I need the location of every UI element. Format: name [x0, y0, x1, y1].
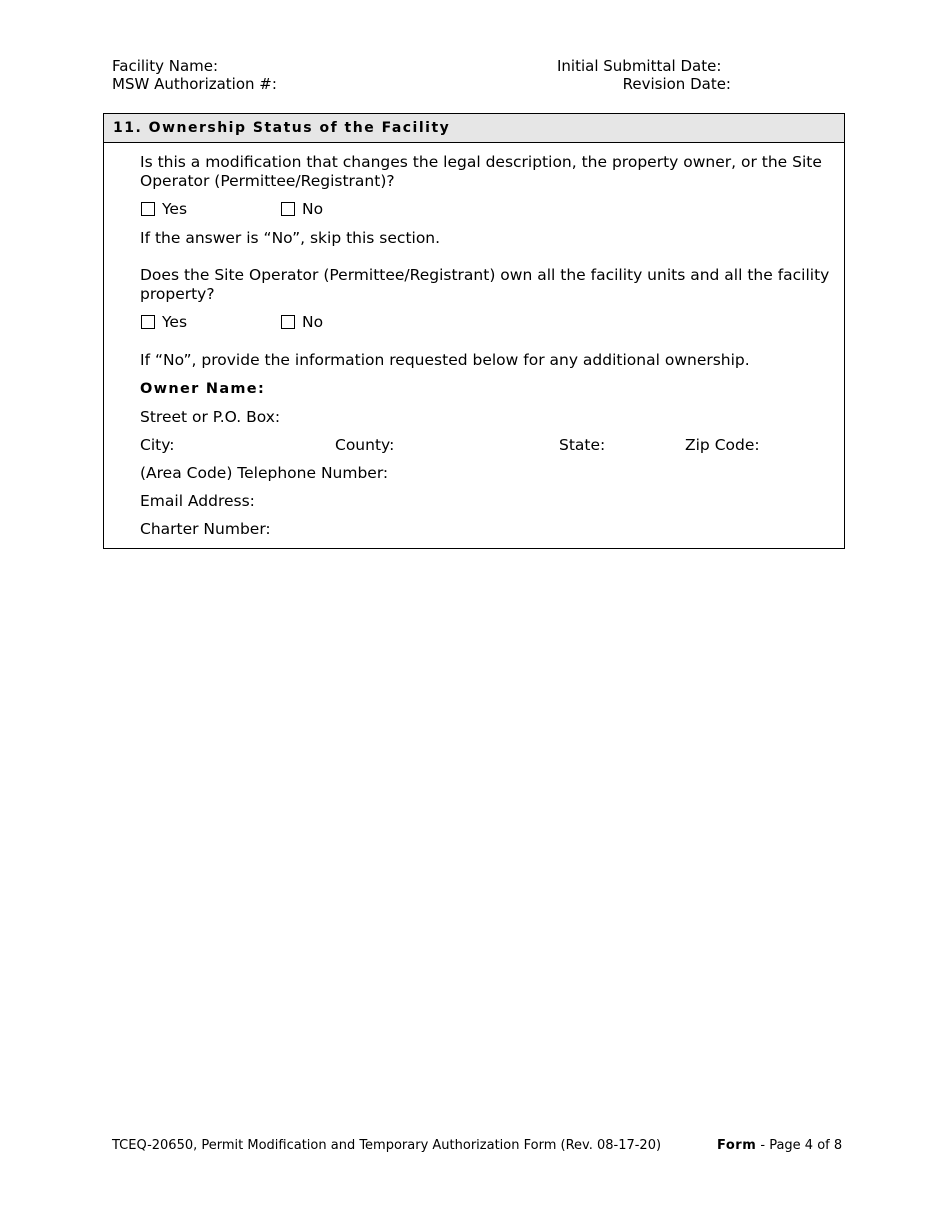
ownership-section — [103, 113, 845, 549]
q1-no-label: No — [302, 200, 324, 218]
q1-no-checkbox[interactable] — [281, 200, 323, 218]
additional-ownership-note: If “No”, provide the information requested below for any additional ownership. — [140, 351, 750, 369]
header-left — [112, 57, 277, 93]
city-label: City: — [140, 436, 175, 454]
zip-code-label: Zip Code: — [685, 436, 760, 454]
skip-note: If the answer is “No”, skip this section. — [140, 229, 441, 247]
footer-form-word: Form — [717, 1138, 757, 1153]
street-label: Street or P.O. Box: — [140, 408, 281, 426]
question-modification: Is this a modification that changes the legal description, the property owner, or the Site Operator (Permittee/Registrant)? — [140, 153, 822, 190]
q1-yes-label: Yes — [162, 200, 188, 218]
footer-form-id: TCEQ-20650, Permit Modification and Temporary Authorization Form (Rev. 08-17-20) — [112, 1138, 662, 1153]
revision-date-label: Revision Date: — [622, 75, 731, 93]
county-label: County: — [335, 436, 395, 454]
checkbox-icon — [141, 315, 155, 329]
facility-name-label: Facility Name: — [112, 57, 219, 75]
state-label: State: — [559, 436, 606, 454]
q2-yes-label: Yes — [162, 313, 188, 331]
checkbox-icon — [141, 202, 155, 216]
q2-yes-checkbox[interactable] — [141, 313, 187, 331]
question-ownership: Does the Site Operator (Permittee/Registrant) own all the facility units and all the facility property? — [140, 266, 830, 303]
msw-authorization-label: MSW Authorization #: — [112, 75, 277, 93]
owner-name-label: Owner Name: — [140, 381, 266, 397]
header-right — [557, 57, 731, 93]
q2-no-label: No — [302, 313, 324, 331]
charter-number-label: Charter Number: — [140, 520, 271, 538]
initial-submittal-date-label: Initial Submittal Date: — [557, 57, 722, 75]
telephone-label: (Area Code) Telephone Number: — [140, 464, 389, 482]
section-title: 11. Ownership Status of the Facility — [104, 114, 844, 143]
checkbox-icon — [281, 202, 295, 216]
checkbox-icon — [281, 315, 295, 329]
email-label: Email Address: — [140, 492, 255, 510]
q1-yes-checkbox[interactable] — [141, 200, 187, 218]
footer-page-info — [717, 1138, 842, 1153]
footer-page-number: - Page 4 of 8 — [756, 1138, 843, 1153]
q2-no-checkbox[interactable] — [281, 313, 323, 331]
